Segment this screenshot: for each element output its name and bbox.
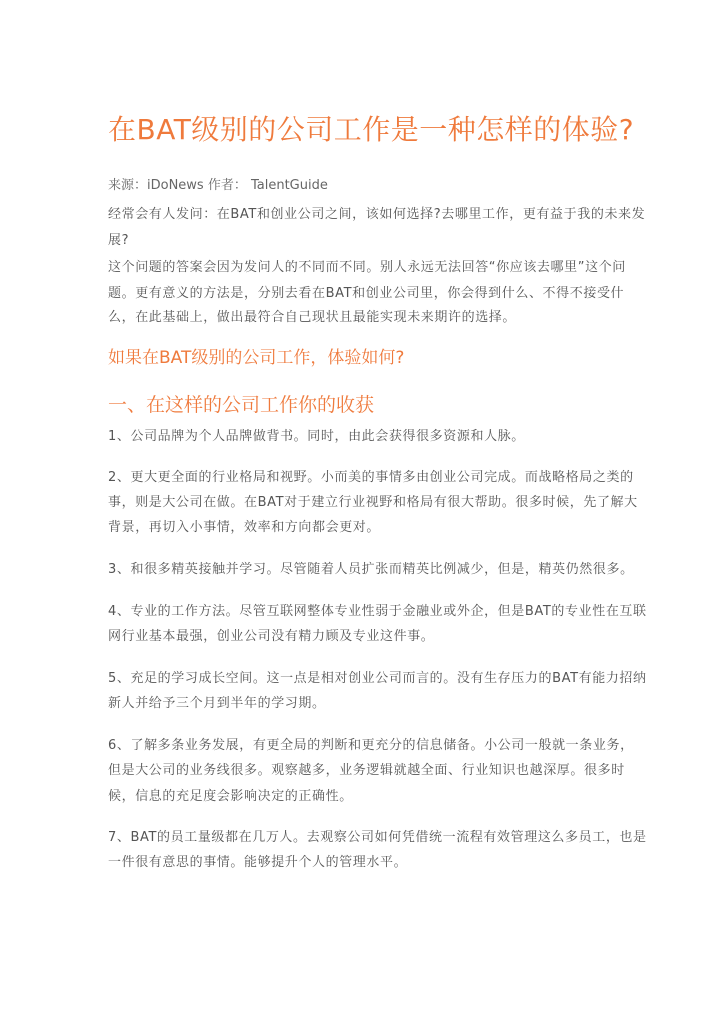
intro-line: 这个问题的答案会因为发问人的不同而不同。别人永远无法回答“你应该去哪里”这个问 <box>108 260 626 275</box>
article-source: 来源：iDoNews 作者： TalentGuide <box>108 178 328 193</box>
list-item: 网行业基本最强，创业公司没有精力顾及专业这件事。 <box>108 629 435 644</box>
list-item: 2、更大更全面的行业格局和视野。小而美的事情多由创业公司完成。而战略格局之类的 <box>108 470 634 485</box>
list-item: 5、充足的学习成长空间。这一点是相对创业公司而言的。没有生存压力的BAT有能力招纳 <box>108 671 647 686</box>
list-item: 4、专业的工作方法。尽管互联网整体专业性弱于金融业或外企，但是BAT的专业性在互联 <box>108 604 647 619</box>
list-item: 一件很有意思的事情。能够提升个人的管理水平。 <box>108 855 408 870</box>
list-item: 6、了解多条业务发展，有更全局的判断和更充分的信息储备。小公司一般就一条业务， <box>108 738 634 753</box>
list-item: 但是大公司的业务线很多。观察越多，业务逻辑就越全面、行业知识也越深厚。很多时 <box>108 763 625 778</box>
intro-line: 展? <box>108 233 130 248</box>
list-item: 7、BAT的员工量级都在几万人。去观察公司如何凭借统一流程有效管理这么多员工，也是 <box>108 830 647 845</box>
section-heading: 如果在BAT级别的公司工作，体验如何? <box>108 348 405 368</box>
list-item: 候，信息的充足度会影响决定的正确性。 <box>108 789 353 804</box>
list-item: 1、公司品牌为个人品牌做背书。同时，由此会获得很多资源和人脉。 <box>108 429 525 444</box>
article-title: 在BAT级别的公司工作是一种怎样的体验? <box>108 113 635 146</box>
intro-line: 么，在此基础上，做出最符合自己现状且最能实现未来期许的选择。 <box>108 310 517 325</box>
list-item: 背景，再切入小事情，效率和方向都会更对。 <box>108 520 381 535</box>
list-item: 3、和很多精英接触并学习。尽管随着人员扩张而精英比例减少，但是，精英仍然很多。 <box>108 562 634 577</box>
subsection-heading: 一、在这样的公司工作你的收获 <box>108 394 375 416</box>
list-item: 新人并给予三个月到半年的学习期。 <box>108 696 326 711</box>
list-item: 事，则是大公司在做。在BAT对于建立行业视野和格局有很大帮助。很多时候，先了解大 <box>108 495 638 510</box>
intro-line: 题。更有意义的方法是，分别去看在BAT和创业公司里，你会得到什么、不得不接受什 <box>108 286 625 301</box>
intro-line: 经常会有人发问：在BAT和创业公司之间，该如何选择?去哪里工作，更有益于我的未来发 <box>108 207 646 222</box>
